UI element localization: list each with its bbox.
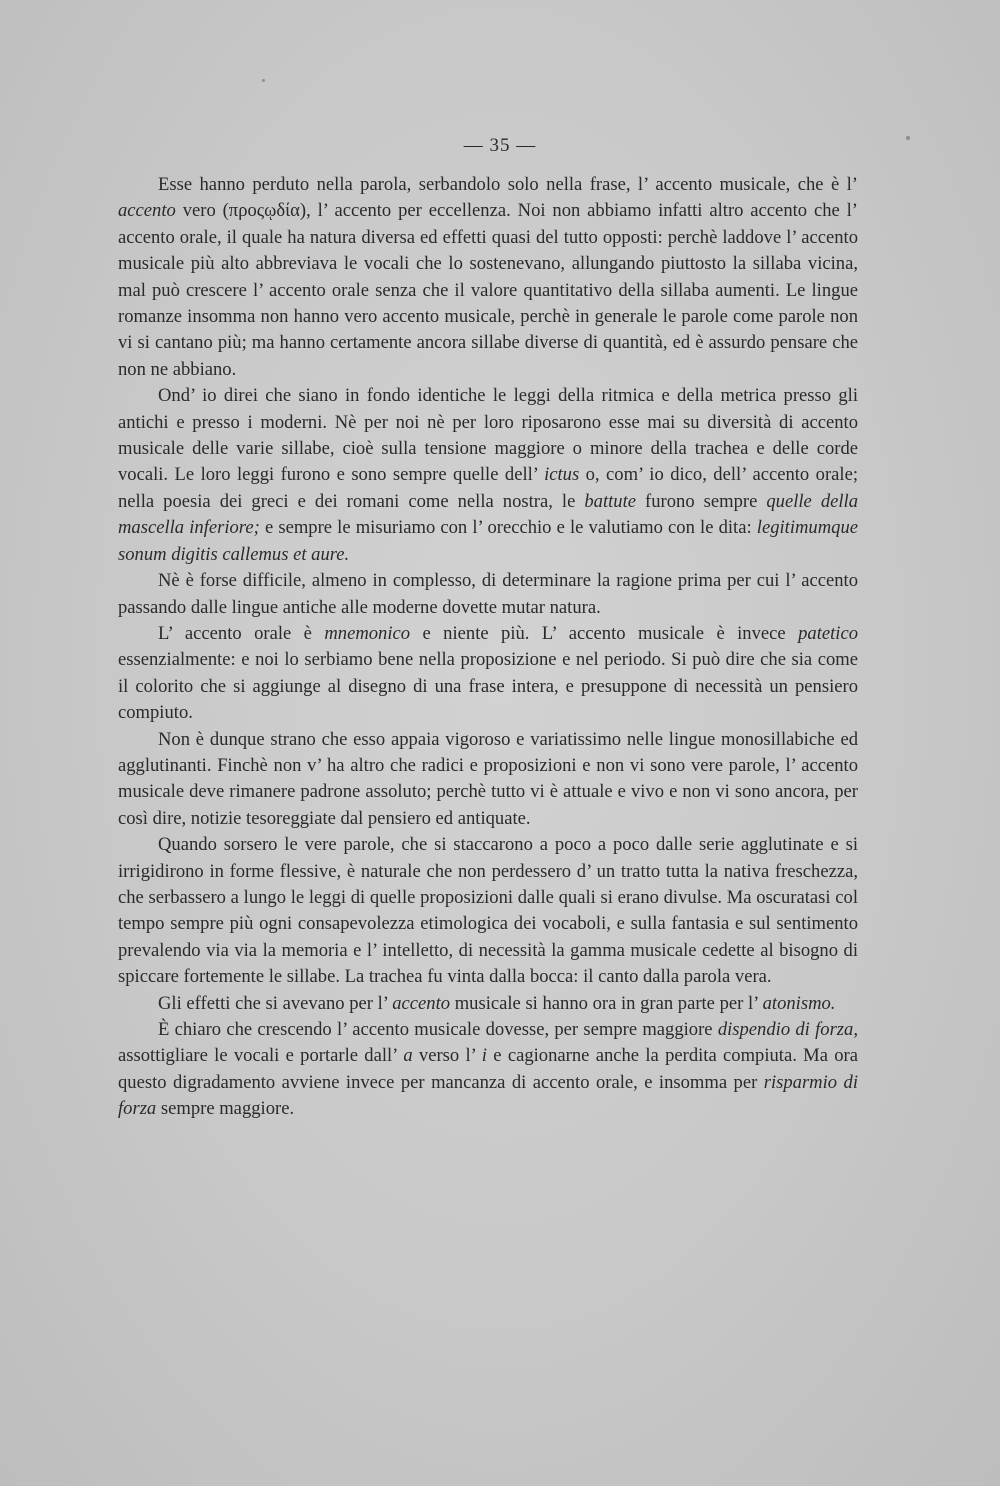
text-run: essenzialmente: e noi lo serbiamo bene nella proposizione e nel periodo. Si può dire che sia come il colorito che si aggiunge al disegno di una frase intera, e presuppone di necessità un pensiero compiuto. <box>118 649 858 724</box>
paragraph <box>118 383 858 568</box>
italic-text: dispendio di forza, <box>717 1019 858 1040</box>
text-run: Nè è forse difficile, almeno in complesso, di determinare la ragione prima per cui l’ accento passando dalle lingue antiche alle moderne dovette mutar natura. <box>118 570 858 618</box>
text-run: Non è dunque strano che esso appaia vigoroso e variatissimo nelle lingue monosillabiche ed agglutinanti. Finchè non v’ ha altro che radici e proposizioni e non vi sono vere parole, l’ accento musicale deve rimanere padrone assoluto; perchè tutto vi è attuale e vivo e non vi sono ancora, per così dire, notizie tesoreggiate dal pensiero ed antiquate. <box>118 728 858 829</box>
paper-speck <box>906 136 910 140</box>
text-run: Esse hanno perduto nella parola, serbandolo solo nella frase, l’ accento musicale, che è l’ <box>158 174 858 195</box>
italic-text: i <box>481 1045 487 1067</box>
paragraph <box>118 621 858 727</box>
text-run: Quando sorsero le vere parole, che si staccarono a poco a poco dalle serie agglutinate e si irrigidirono in forme flessive, è naturale che non perdessero d’ un tratto tutta la nativa freschezza, che serbassero a lungo le leggi di quelle proposizioni dalle quali si erano divulse. Ma oscuratasi col tempo sempre più ogni consapevolezza etimologica dei vocaboli, e sulla fantasia e sul sentimento prevalendo via via la memoria e l’ intelletto, di necessità la gamma musicale cedette al bisogno di spiccare fortemente le sillabe. La trachea fu vinta dalla bocca: il canto dalla parola vera. <box>118 834 858 988</box>
italic-text: legitimumque sonum digitis callemus et aure. <box>118 517 858 565</box>
text-run: e cagionarne anche la perdita compiuta. Ma ora questo digradamento avviene invece per mancanza di accento orale, e insomma per <box>118 1045 858 1093</box>
paragraph <box>118 568 858 621</box>
paragraph <box>118 832 858 990</box>
italic-text: battute <box>584 490 637 512</box>
text-run: musicale si hanno ora in gran parte per l’ <box>450 992 763 1014</box>
text-run: L’ accento orale è <box>158 622 325 644</box>
text-run: vero (προςῳδία), l’ accento per eccellenza. Noi non abbiamo infatti altro accento che l’ accento orale, il quale ha natura diversa ed effetti quasi del tutto opposti: perchè laddove l’ accento musicale più alto abbreviava le vocali che lo sostenevano, allungando piuttosto la sillaba vicina, mal può crescere l’ accento orale senza che il valore quantitativo della sillaba aumenti. Le lingue romanze insomma non hanno vero accento musicale, perchè in generale le parole come parole non vi si cantano più; ma hanno certamente ancora sillabe diverse di quantità, ed è assurdo pensare che non ne abbiano. <box>118 200 858 380</box>
italic-text: patetico <box>798 622 858 644</box>
text-run: sempre maggiore. <box>156 1098 295 1120</box>
paragraph <box>118 172 858 383</box>
text-run: verso l’ <box>412 1045 482 1067</box>
italic-text: ictus <box>544 464 580 486</box>
text-run: o, com’ io dico, dell’ accento orale; nella poesia dei greci e dei romani come nella nostra, le <box>118 464 858 512</box>
paper-speck <box>262 79 265 82</box>
italic-text: risparmio di forza <box>118 1071 858 1120</box>
italic-text: atonismo. <box>762 992 836 1014</box>
text-run: e sempre le misuriamo con l’ orecchio e le valutiamo con le dita: <box>259 517 757 539</box>
italic-text: a <box>403 1045 413 1067</box>
italic-text: quelle della mascella inferiore; <box>118 490 859 539</box>
body-text <box>118 172 858 1123</box>
italic-text: mnemonico <box>324 622 411 644</box>
paragraph <box>118 727 858 833</box>
text-run: assottigliare le vocali e portarle dall’ <box>118 1045 404 1067</box>
paragraph <box>118 991 858 1017</box>
paragraph <box>118 1017 858 1123</box>
italic-text: accento <box>392 992 451 1014</box>
text-run: Ond’ io direi che siano in fondo identiche le leggi della ritmica e della metrica presso gli antichi e presso i moderni. Nè per noi nè per loro riposarono esse mai su diversità di accento musicale delle varie sillabe, cioè sulla tensione maggiore o minore della trachea e delle corde vocali. Le loro leggi furono e sono sempre quelle dell’ <box>118 385 858 486</box>
page-number: — 35 — <box>463 135 537 156</box>
text-run: furono sempre <box>636 490 767 512</box>
text-run: È chiaro che crescendo l’ accento musicale dovesse, per sempre maggiore <box>158 1019 718 1040</box>
text-run: e niente più. L’ accento musicale è invece <box>410 622 799 644</box>
italic-text: accento <box>118 200 176 222</box>
text-run: Gli effetti che si avevano per l’ <box>158 992 393 1014</box>
